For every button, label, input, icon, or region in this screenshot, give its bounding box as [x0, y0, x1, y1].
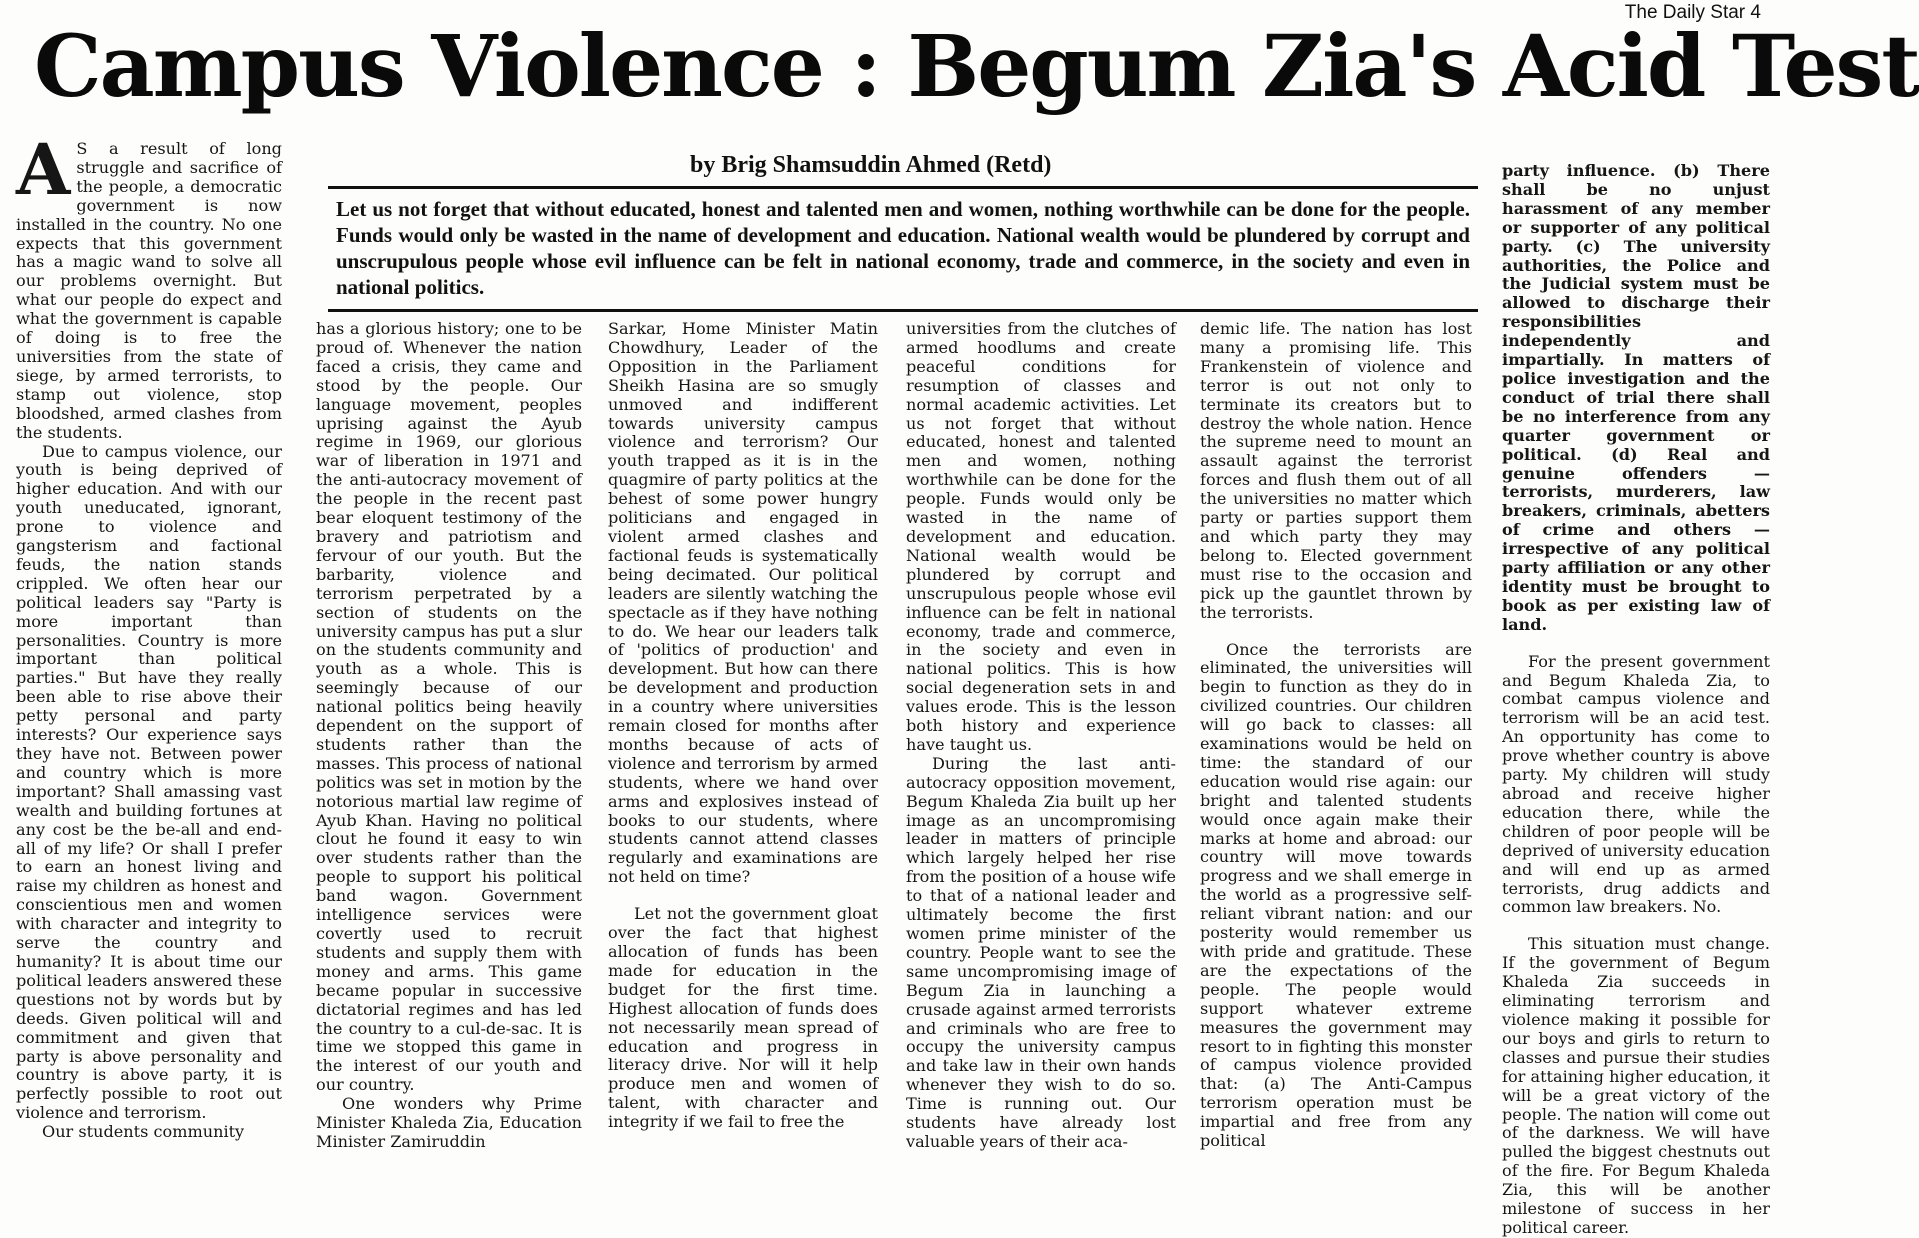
- paragraph: This situation must change. If the government of Begum Khaleda Zia succeeds in eliminating terrorism and violence making it possible for our boys and girls to return to classes and pursue their studies for attaining higher education, it will be a great victory of the people. The nation will come out of the darkness. We will have pulled the biggest chestnuts out of the fire. For Begum Khaleda Zia, this will be another milestone of success in her political career.: [1502, 934, 1770, 1237]
- masthead: The Daily Star 4: [1624, 2, 1761, 23]
- paragraph-text: S a result of long struggle and sacrifice of the people, a democratic government is now installed in the country. No one expects that this government has a magic wand to solve all our problems overnight. But what our people do expect and what the government is capable of doing is to free the universities from the state of siege, by armed terrorists, to stamp out violence, stop bloodshed, armed clashes from the students.: [16, 139, 282, 442]
- paragraph: For the present government and Begum Khaleda Zia, to combat campus violence and terrorism will be an acid test. An opportunity has come to prove whether country is above party. My children will study abroad and receive higher education there, while the children of poor people will be deprived of university education and will end up as armed terrorists, drug addicts and common law breakers. No.: [1502, 651, 1770, 917]
- paragraph: During the last anti-autocracy opposition movement, Begum Khaleda Zia built up her image as an uncompromising leader in matters of principle which largely helped her rise from the position of a house wife to that of a national leader and ultimately become the first women prime minister of the country. People want to see the same uncompromising image of Begum Zia in launching a crusade against armed terrorists and criminals who are free to occupy the university campus and take law in their own hands whenever they wish to do so. Time is running out. Our students have already lost valuable years of their aca-: [906, 753, 1176, 1151]
- paragraph: party influence. (b) There shall be no unjust harassment of any member or supporter of any political party. (c) The university authorities, the Police and the Judicial system must be allowed to discharge their responsibilities independently and impartially. In matters of police investigation and the conduct of trial there shall be no interference from any quarter government or political. (d) Real and genuine offenders — terrorists, murderers, law breakers, criminals, abetters of crime and others — irrespective of any political party affiliation or any other identity must be brought to book as per existing law of land.: [1502, 161, 1770, 634]
- pull-quote: Let us not forget that without educated, honest and talented men and women, nothing worthwhile can be done for the people. Funds would only be wasted in the name of development and education. National wealth would be plundered by corrupt and unscrupulous people whose evil influence can be felt in national economy, trade and commerce, in the society and even in national politics.: [328, 186, 1478, 312]
- paragraph: Once the terrorists are eliminated, the universities will begin to function as they do in civilized countries. Our children will go back to classes: all examinations would be held on time: the standard of our education would rise again: our bright and talented students would once again make their marks at home and abroad: our country will move towards progress and we shall emerge in the world as a progressive self-reliant vibrant nation: and our posterity would remember us with pride and gratitude. These are the expectations of the people. The people would support whatever extreme measures the government may resort to in fighting this monster of campus violence provided that: (a) The Anti-Campus terrorism operation must be impartial and free from any political: [1200, 639, 1472, 1151]
- paragraph: Due to campus violence, our youth is being deprived of higher education. And with our youth uneducated, ignorant, prone to violence and gangsterism and factional feuds, the nation stands crippled. We often hear our political leaders say "Party is more important than personalities. Country is more important than political parties." But have they really been able to rise above their petty personal and party interests? Our experience says they have not. Between power and country which is more important? Shall amassing vast wealth and building fortunes at any cost be the be-all and end-all of my life? Or shall I prefer to earn an honest living and raise my children as honest and conscientious men and women with character and integrity to serve the country and humanity? It is about time our political leaders answered these questions not by words but by deeds. Given political will and commitment and given that party is above personality and country is above party, it is perfectly possible to root out violence and terrorism.: [16, 441, 282, 1123]
- article-column-6: [1502, 161, 1770, 1237]
- article-column-4: [906, 320, 1176, 1160]
- article-column-3: [608, 320, 878, 1160]
- headline: Campus Violence : Begum Zia's Acid Test: [34, 17, 1919, 117]
- paragraph: universities from the clutches of armed hoodlums and create peaceful conditions for resumption of classes and normal academic activities. Let us not forget that without educated, honest and talented men and women, nothing worthwhile can be done for the people. Funds would only be wasted in the name of development and education. National wealth would be plundered by corrupt and unscrupulous people whose evil influence can be felt in national economy, trade and commerce, in the society and even in national politics. This is how social degeneration sets in and values erode. This is the lesson both history and experience have taught us.: [906, 319, 1176, 754]
- paragraph: Let not the government gloat over the fact that highest allocation of funds has been made for education in the budget for the first time. Highest allocation of funds does not necessarily mean spread of education and progress in literacy drive. Nor will it help produce men and women of talent, with character and integrity if we fail to free the: [608, 904, 878, 1132]
- article-column-2: [316, 320, 582, 1160]
- paragraph: demic life. The nation has lost many a promising life. This Frankenstein of violence and terror is out not only to terminate its creators but to destroy the whole nation. Hence the supreme need to mount an assault against the terrorist forces and flush them out of all the universities no matter which party or parties support them and which party they may belong to. Elected government must rise to the occasion and pick up the gauntlet thrown by the terrorists.: [1200, 319, 1472, 622]
- paragraph: [16, 128, 282, 443]
- byline: by Brig Shamsuddin Ahmed (Retd): [690, 152, 1052, 178]
- article-column-5: [1200, 320, 1472, 1160]
- paragraph: Our students community: [42, 1122, 245, 1142]
- paragraph: One wonders why Prime Minister Khaleda Zia, Education Minister Zamiruddin: [316, 1094, 582, 1151]
- paragraph: Sarkar, Home Minister Matin Chowdhury, Leader of the Opposition in the Parliament Sheikh Hasina are so smugly unmoved and indifferent towards university campus violence and terrorism? Our youth trapped as it is in the quagmire of party politics at the behest of some power hungry politicians and engaged in violent armed clashes and factional feuds is systematically being decimated. Our political leaders are silently watching the spectacle as if they have nothing to do. We hear our leaders talk of 'politics of production' and development. But how can there be development and production in a country where universities remain closed for months after months because of acts of violence and terrorism by armed students, where we hand over arms and explosives instead of books to our students, where students cannot attend classes regularly and examinations are not held on time?: [608, 319, 878, 887]
- drop-cap: A: [16, 128, 71, 211]
- paragraph: has a glorious history; one to be proud of. Whenever the nation faced a crisis, they came and stood by the people. Our language movement, peoples uprising against the Ayub regime in 1969, our glorious war of liberation in 1971 and the anti-autocracy movement of the people in the recent past bear eloquent testimony of the bravery and patriotism and fervour of our youth. But the barbarity, violence and terrorism perpetrated by a section of students on the university campus has put a slur on the students community and youth as a whole. This is seemingly because of our national politics being heavily dependent on the support of students rather than the masses. This process of national politics was set in motion by the notorious martial law regime of Ayub Khan. Having no political clout he found it easy to win over students rather than the people to support his political band wagon. Government intelligence services were covertly used to recruit students and supply them with money and arms. This game became popular in successive dictatorial regimes and has led the country to a cul-de-sac. It is time we stopped this game in the interest of our youth and our country.: [316, 319, 582, 1095]
- article-column-1: [16, 128, 282, 1160]
